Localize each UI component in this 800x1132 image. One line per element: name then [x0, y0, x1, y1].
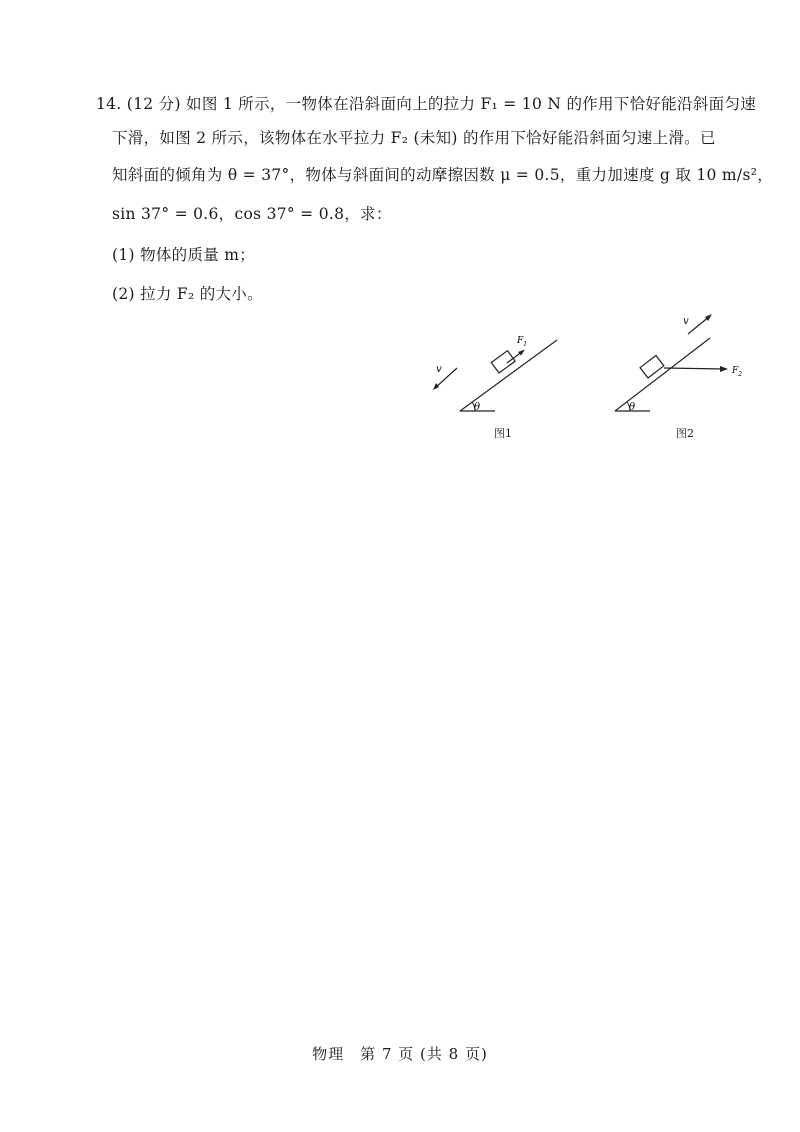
question-line-3: 知斜面的倾角为 θ = 37°，物体与斜面间的动摩擦因数 μ = 0.5，重力加速度 g 取 10 m/s²， — [112, 166, 774, 184]
figure-1-caption: 图1 — [494, 427, 512, 440]
question-line-4: sin 37° = 0.6，cos 37° = 0.8，求： — [112, 205, 392, 223]
fig2-force-arrow — [664, 368, 725, 369]
figure-2-caption: 图2 — [676, 427, 694, 440]
fig1-force-label: $F_1$ — [517, 336, 528, 348]
fig2-force-arrowhead — [720, 366, 728, 372]
figure-2 — [600, 308, 760, 423]
fig1-incline-line — [460, 340, 557, 411]
figure-1 — [425, 330, 565, 420]
fig2-force-label: $F_2$ — [732, 366, 743, 378]
fig2-angle-label: θ — [629, 402, 636, 413]
figure-2-diagram — [600, 308, 760, 423]
question-line-1: 14. (12 分) 如图 1 所示，一物体在沿斜面向上的拉力 F₁ = 10 N 的作用下恰好能沿斜面匀速 — [96, 95, 757, 113]
fig2-velocity-label: v — [683, 316, 689, 327]
question-line-2: 下滑，如图 2 所示，该物体在水平拉力 F₂ (未知) 的作用下恰好能沿斜面匀速上滑。已 — [112, 129, 716, 147]
sub-question-1: (1) 物体的质量 m； — [112, 246, 256, 264]
fig1-velocity-arrowhead — [433, 383, 439, 390]
page-footer: 物理 第 7 页 (共 8 页) — [312, 1045, 488, 1063]
fig1-velocity-label: v — [436, 364, 442, 375]
fig2-block — [640, 356, 664, 378]
sub-question-2: (2) 拉力 F₂ 的大小。 — [112, 285, 263, 303]
fig1-block — [491, 351, 515, 373]
fig2-incline-line — [615, 338, 710, 411]
figure-1-diagram — [425, 330, 565, 420]
fig1-angle-label: θ — [474, 402, 481, 413]
